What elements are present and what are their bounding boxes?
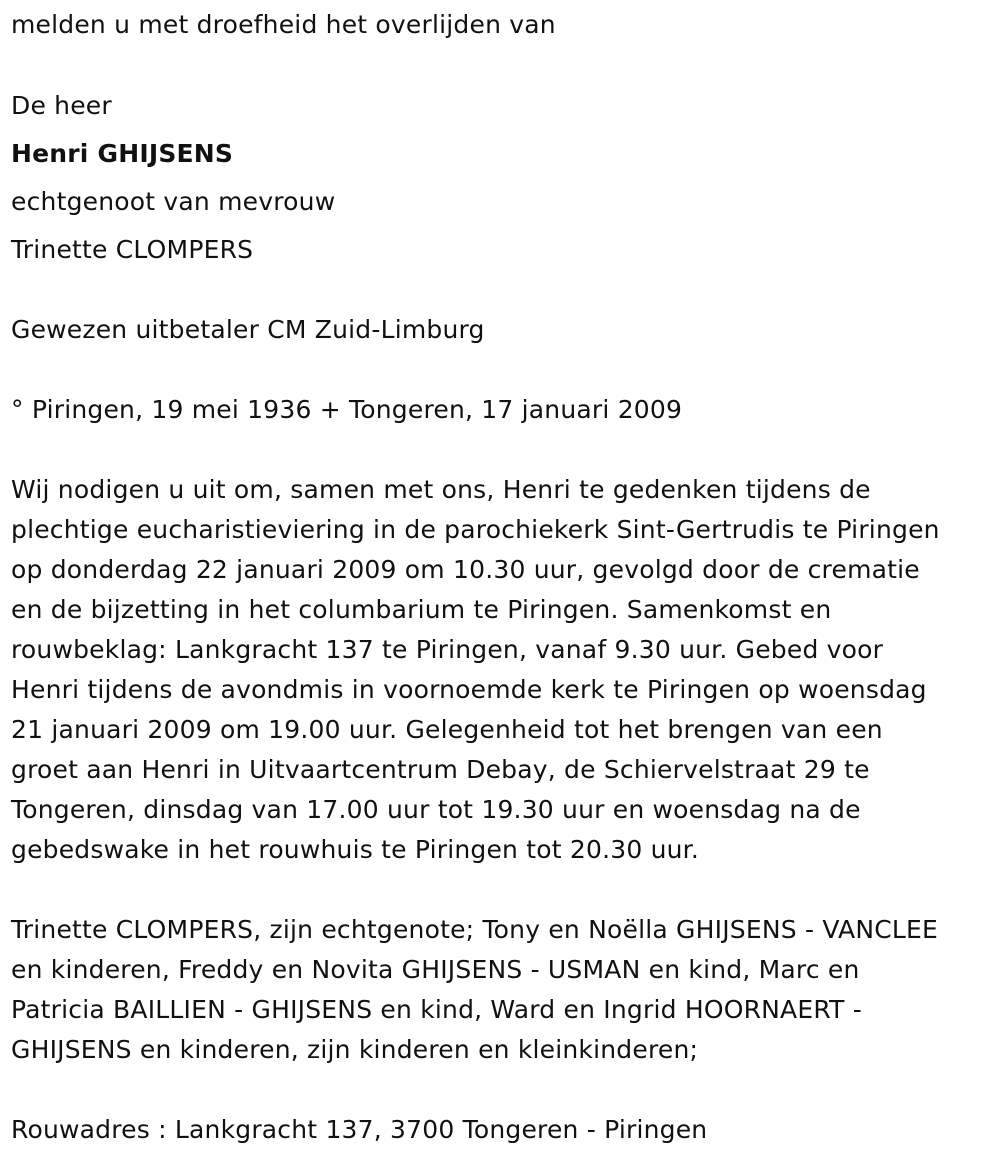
invitation-line: groet aan Henri in Uitvaartcentrum Debay, de Schiervelstraat 29 te: [11, 755, 870, 784]
invitation-line: Henri tijdens de avondmis in voornoemde kerk te Piringen op woensdag: [11, 675, 927, 704]
intro-text: melden u met droefheid het overlijden van: [11, 10, 556, 39]
salutation: De heer: [11, 91, 112, 120]
deceased-name: Henri GHIJSENS: [11, 139, 234, 168]
spouse-name: Trinette CLOMPERS: [11, 235, 254, 264]
invitation-line: op donderdag 22 januari 2009 om 10.30 uur, gevolgd door de crematie: [11, 555, 920, 584]
invitation-line: rouwbeklag: Lankgracht 137 te Piringen, vanaf 9.30 uur. Gebed voor: [11, 635, 884, 664]
invitation-line: Wij nodigen u uit om, samen met ons, Henri te gedenken tijdens de: [11, 475, 871, 504]
invitation-line: Tongeren, dinsdag van 17.00 uur tot 19.30 uur en woensdag na de: [11, 795, 861, 824]
mourning-address: Rouwadres : Lankgracht 137, 3700 Tongeren - Piringen: [11, 1115, 708, 1144]
family-line: GHIJSENS en kinderen, zijn kinderen en kleinkinderen;: [11, 1035, 699, 1064]
family-line: Trinette CLOMPERS, zijn echtgenote; Tony en Noëlla GHIJSENS - VANCLEE: [11, 915, 939, 944]
invitation-line: gebedswake in het rouwhuis te Piringen tot 20.30 uur.: [11, 835, 700, 864]
family-line: en kinderen, Freddy en Novita GHIJSENS - USMAN en kind, Marc en: [11, 955, 860, 984]
occupation: Gewezen uitbetaler CM Zuid-Limburg: [11, 315, 485, 344]
spouse-prefix: echtgenoot van mevrouw: [11, 187, 336, 216]
invitation-line: plechtige eucharistieviering in de parochiekerk Sint-Gertrudis te Piringen: [11, 515, 940, 544]
family-line: Patricia BAILLIEN - GHIJSENS en kind, Ward en Ingrid HOORNAERT -: [11, 995, 862, 1024]
invitation-line: en de bijzetting in het columbarium te Piringen. Samenkomst en: [11, 595, 832, 624]
birth-death-dates: ° Piringen, 19 mei 1936 + Tongeren, 17 januari 2009: [11, 395, 683, 424]
invitation-line: 21 januari 2009 om 19.00 uur. Gelegenheid tot het brengen van een: [11, 715, 883, 744]
